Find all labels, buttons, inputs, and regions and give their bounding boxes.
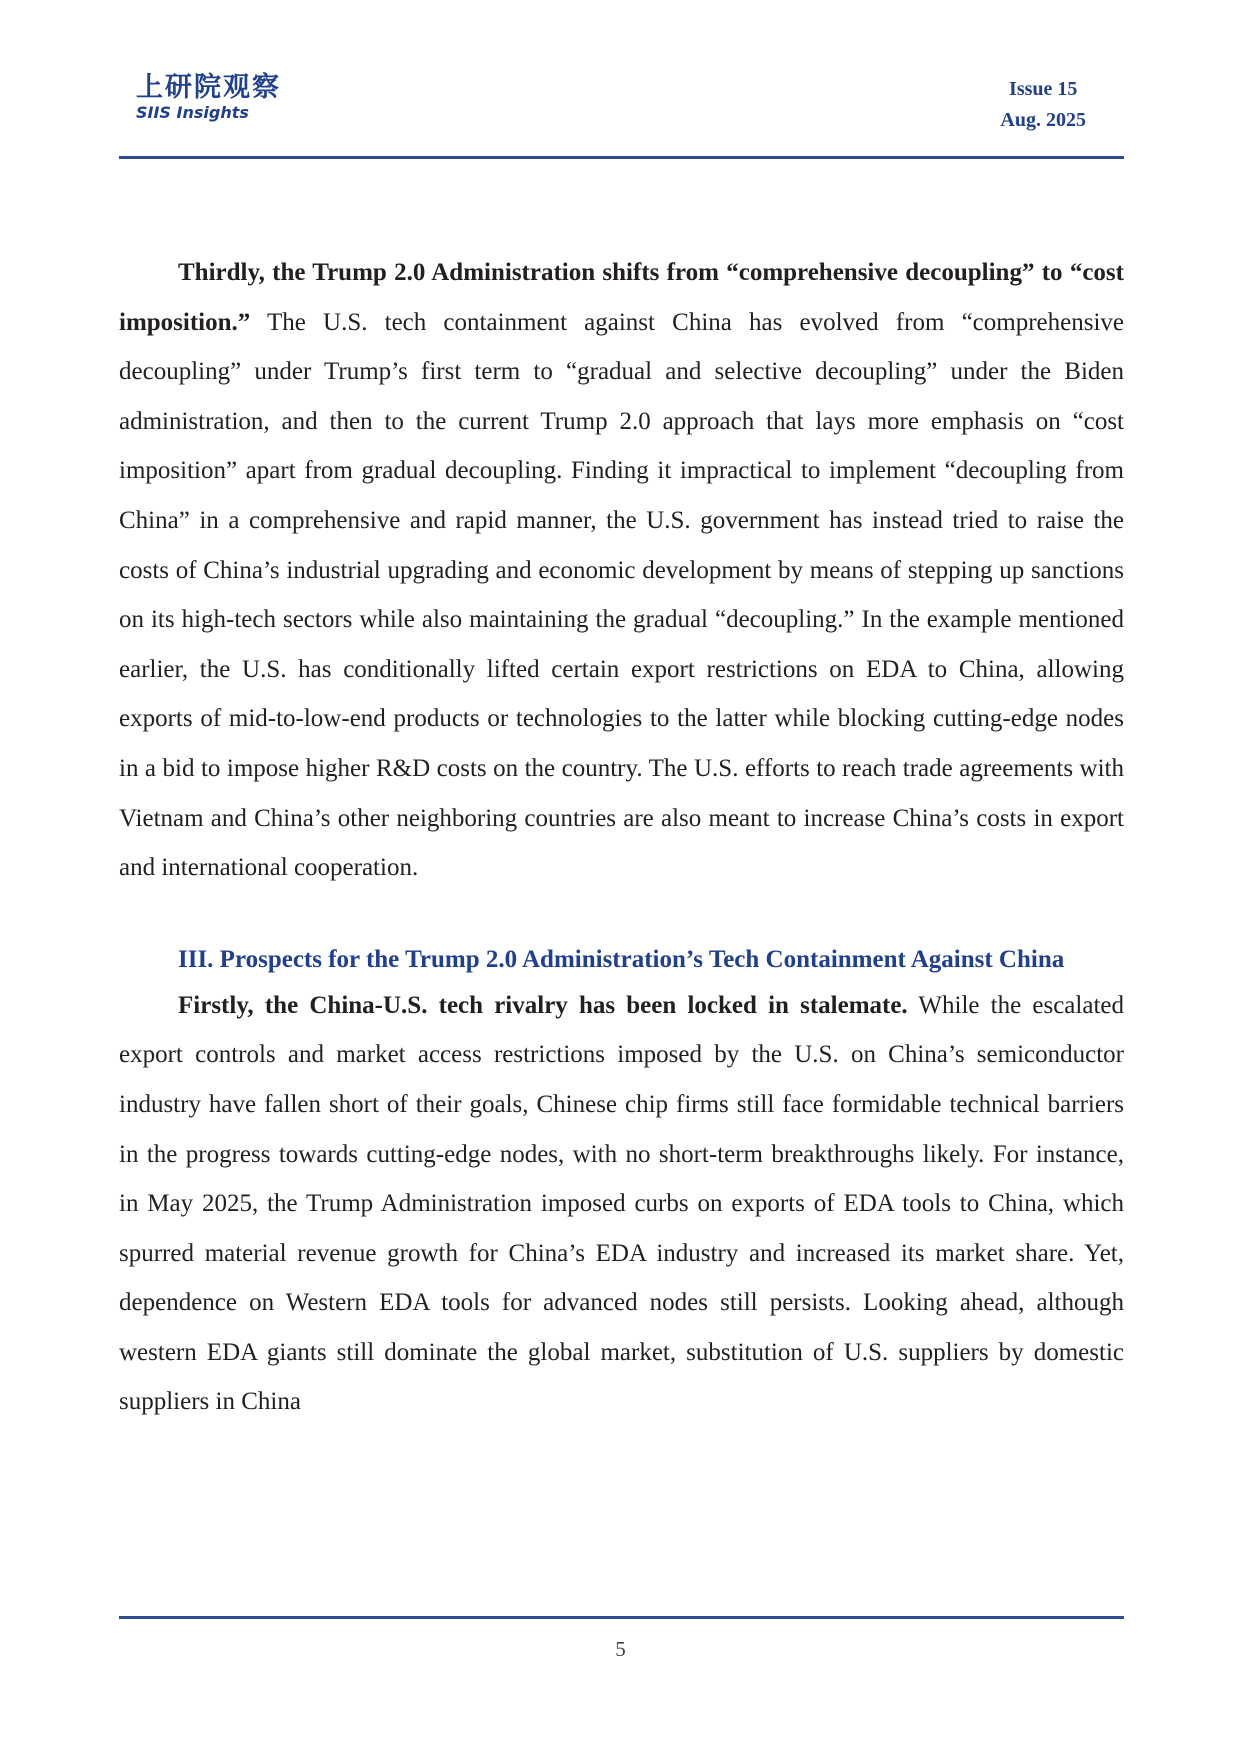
issue-date: Aug. 2025	[1000, 109, 1086, 131]
header-divider	[119, 156, 1124, 159]
page-body	[119, 248, 1124, 1427]
issue-info	[1000, 74, 1086, 136]
issue-number: Issue 15	[1009, 78, 1078, 100]
paragraph-text: While the escalated export controls and market access restrictions imposed by the U.S. on China’s semiconductor industry have fallen short of their goals, Chinese chip firms still face formidable technical barriers in the progress towards cutting-edge nodes, with no short-term breakthroughs likely. For instance, in May 2025, the Trump Administration imposed curbs on exports of EDA tools to China, which spurred material revenue growth for China’s EDA industry and increased its market share. Yet, dependence on Western EDA tools for advanced nodes still persists. Looking ahead, although western EDA giants still dominate the global market, substitution of U.S. suppliers by domestic suppliers in China	[119, 991, 1124, 1416]
page-number: 5	[615, 1637, 626, 1661]
paragraph-lead-in: Firstly, the China-U.S. tech rivalry has been locked in stalemate.	[178, 991, 908, 1019]
logo-english-title: SIIS Insights	[136, 103, 249, 122]
paragraph-stalemate	[119, 981, 1124, 1427]
paragraph-text: The U.S. tech containment against China has evolved from “comprehensive decoupling” under Trump’s first term to “gradual and selective decoupling” under the Biden administration, and then to the current Trump 2.0 approach that lays more emphasis on “cost imposition” apart from gradual decoupling. Finding it impractical to implement “decoupling from China” in a comprehensive and rapid manner, the U.S. government has instead tried to raise the costs of China’s industrial upgrading and economic development by means of stepping up sanctions on its high-tech sectors while also maintaining the gradual “decoupling.” In the example mentioned earlier, the U.S. has conditionally lifted certain export restrictions on EDA to China, allowing exports of mid-to-low-end products or technologies to the latter while blocking cutting-edge nodes in a bid to impose higher R&D costs on the country. The U.S. efforts to reach trade agreements with Vietnam and China’s other neighboring countries are also meant to increase China’s costs in export and international cooperation.	[119, 308, 1124, 882]
footer-divider	[119, 1616, 1124, 1619]
section-heading: III. Prospects for the Trump 2.0 Administration’s Tech Containment Against China	[178, 945, 1065, 973]
page-header	[0, 0, 1241, 170]
logo-chinese-title: 上研院观察	[136, 72, 281, 103]
siis-logo	[136, 72, 281, 122]
paragraph-cost-imposition	[119, 248, 1124, 893]
paragraph-lead-in: Thirdly, the Trump 2.0 Administration shifts from “comprehensive decoupling” to “cost imposition.”	[119, 259, 1124, 336]
